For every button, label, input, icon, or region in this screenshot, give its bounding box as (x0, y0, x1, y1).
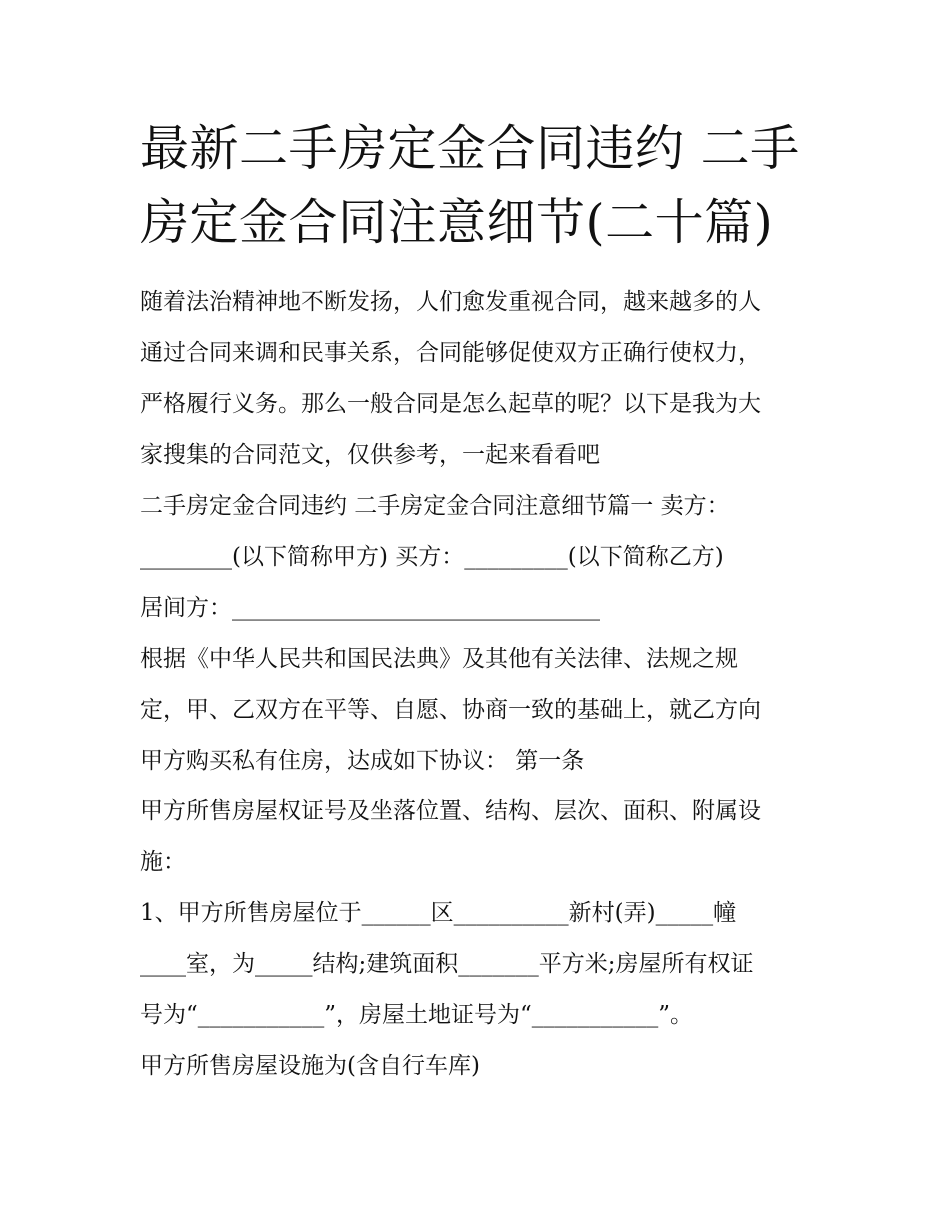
body-line: 家搜集的合同范文，仅供参考，一起来看看吧 (140, 442, 600, 468)
title-line-1: 最新二手房定金合同违约 二手 (140, 120, 800, 177)
body-line: 根据《中华人民共和国民法典》及其他有关法律、法规之规 (140, 646, 738, 672)
document-title (140, 112, 840, 260)
body-line: 通过合同来调和民事关系，合同能够促使双方正确行使权力， (140, 340, 761, 366)
body-line: 随着法治精神地不断发扬，人们愈发重视合同，越来越多的人 (140, 289, 761, 315)
body-line: 甲方所售房屋设施为(含自行车库) (140, 1053, 480, 1079)
body-line: 定，甲、乙双方在平等、自愿、协商一致的基础上，就乙方向 (140, 697, 761, 723)
body-line: 甲方所售房屋权证号及坐落位置、结构、层次、面积、附属设 (140, 798, 761, 824)
title-line-2: 房定金合同注意细节(二十篇) (140, 194, 774, 251)
body-line: 甲方购买私有住房，达成如下协议： 第一条 (140, 748, 585, 774)
body-line: 1、甲方所售房屋位于______区__________新村(弄)_____幢 (140, 900, 737, 926)
body-line: 二手房定金合同违约 二手房定金合同注意细节篇一 卖方： (140, 493, 730, 519)
body-line: ____室，为_____结构;建筑面积_______平方米;房屋所有权证 (140, 951, 754, 977)
body-line: ________(以下简称甲方) 买方：_________(以下简称乙方) (140, 544, 724, 570)
body-line: 严格履行义务。那么一般合同是怎么起草的呢？以下是我为大 (140, 391, 761, 417)
body-line: 施： (140, 849, 186, 875)
body-line: 号为“___________”，房屋土地证号为“___________”。 (140, 1002, 694, 1028)
body-line: 居间方：________________________________ (140, 595, 600, 621)
